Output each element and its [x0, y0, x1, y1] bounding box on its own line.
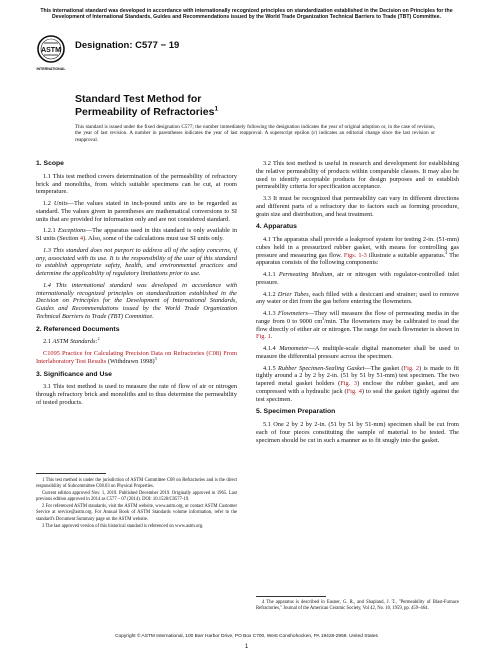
p2-1-lead: 2.1 [43, 338, 53, 346]
paragraph-5-1: 5.1 One 2 by 2 by 2-in. (51 by 51 by 51-mm) specimen shall be cut from each of four pieces constituting the sample of material to be tested. The specimen should be cut in such a manner as to fit snugly into the gasket. [256, 421, 459, 444]
logo-subtext: INTERNATIONAL [36, 67, 66, 71]
footnote-1-edition: Current edition approved Nov. 1, 2019. Published December 2019. Originally approved in 1965. Last previous edition approved in 2014 as C577 – 07 (2014). DOI: 10.1520/C0577-19. [36, 491, 237, 503]
p4-1-2-lead: 4.1.2 [263, 290, 278, 298]
footnotes-right [256, 600, 459, 612]
paragraph-3-2: 3.2 This test method is useful in research and development for establishing the relative permeability of products within comparable classes. It may also be used to identify acceptable products for design purposes and to establish permeability criteria for specification acceptance. [256, 160, 459, 191]
footnotes-left [36, 478, 237, 531]
astm-logo-icon [36, 34, 66, 74]
title-line-2: Permeability of Refractories [75, 105, 215, 118]
title-footnote-mark: 1 [214, 105, 219, 112]
p4-1-5-lead: 4.1.5 [263, 364, 279, 372]
figs-1-3-link[interactable]: Figs. 1-3 [343, 251, 367, 259]
fig-4-link[interactable]: Fig. 4 [346, 387, 362, 395]
footnote-3: 3 The last approved version of this historical standard is referenced on www.astm.org. [42, 523, 204, 529]
p4-1-sup: 4 [445, 249, 448, 255]
p4-1-5-c: ) enclose the rubber gasket, and are compressed with a hydraulic jack ( [256, 380, 459, 395]
right-column [256, 160, 459, 448]
paragraph-4-1-3 [256, 310, 459, 341]
paragraph-4-1 [256, 236, 459, 267]
c1095-tail: (Withdrawn 1998) [106, 357, 155, 365]
paragraph-1-2-1 [36, 227, 237, 243]
p4-1-3-em: Flowmeters [277, 310, 308, 317]
p1-2-lead: 1.2 [43, 200, 54, 207]
p4-1-4-lead: 4.1.4 [263, 345, 280, 352]
left-column [36, 160, 237, 411]
top-notice: This international standard was developed in accordance with internationally recognized principles on standardization established in the Decision on Principles for the Development of International Standards, Guides and Recommendations issued by the World Trade Organization Technical Barriers to Trade (TBT) Committee. [40, 8, 453, 21]
paragraph-3-3: 3.3 It must be recognized that permeability can vary in different directions and different parts of a refractory due to factors such as forming procedure, grain size and distribution, and heat treatment. [256, 195, 459, 218]
p1-2-1-lead: 1.2.1 [43, 227, 58, 235]
p1-2-rest: —The values stated in inch-pound units are to be regarded as standard. The values given in parentheses are mathematical conversions to SI units that are provided for information only and are not considered standard. [36, 200, 238, 223]
p4-1-5-b: ) is made to fit tightly around a 2 by 2 by 2-in. (51 by 51 by 51-mm) test specimen. The two tapered metal gasket holders ( [256, 364, 460, 387]
p4-1-2-em: Drier Tubes, [277, 290, 311, 298]
footnote-1: 1 This test method is under the jurisdiction of ASTM Committee C08 on Refractories and is the direct responsibility of Subcommittee C08.03 on Physical Properties. [36, 478, 237, 490]
paragraph-4-1-1 [256, 271, 459, 287]
footnote-divider [36, 473, 106, 474]
paragraph-4-1-2 [256, 291, 459, 307]
section-heading-significance: 3. Significance and Use [36, 370, 112, 378]
page-number: 1 [244, 644, 249, 650]
footnote-divider-right [256, 596, 326, 597]
reference-c1095 [36, 350, 237, 366]
c1095-link[interactable]: C1095 Practice for Calculating Precision Data on Refractories (C08) From Interlaboratory Test Results [36, 350, 237, 365]
p4-1-3-sup: 3 [322, 315, 325, 321]
p1-2-em: Units [53, 200, 68, 207]
section-heading-apparatus: 4. Apparatus [256, 223, 297, 231]
p1-2-1-rest-a: —The apparatus used in this standard is only available in SI units (Section [36, 227, 238, 242]
p2-1-em: ASTM Standards: [52, 338, 98, 346]
paragraph-4-1-5 [256, 365, 459, 404]
p2-1-sup: 2 [97, 336, 100, 342]
paragraph-1-1: 1.1 This test method covers determination of the permeability of refractory brick and monoliths, from which suitable specimens can be cut, at room temperature. [36, 172, 237, 196]
paragraph-1-3: 1.3 This standard does not purport to address all of the safety concerns, if any, associated with its use. It is the responsibility of the user of this standard to establish appropriate safety, health, and environmental practices and determine the applicability of regulatory limitations prior to use. [36, 246, 237, 277]
fig-3-link[interactable]: Fig. 3 [340, 380, 358, 387]
paragraph-2-1 [36, 338, 237, 346]
p4-1-3-end: . [270, 333, 273, 341]
p4-1-5-a: —The gasket ( [364, 364, 404, 372]
footnote-4: 4 The apparatus is described in Eusner, G. R., and Shapland, J. T., "Permeability of Blast-Furnace Refractories," Journal of the American Ceramic Society, Vol 42, No. 10, 1959, pp. 459–464. [256, 600, 459, 612]
section-4-link[interactable]: 4 [79, 235, 84, 242]
p1-2-1-em: Exceptions [57, 227, 86, 235]
p4-1-5-d: ) to seal the gasket tightly against the test specimen. [256, 387, 459, 403]
p4-1-1-rest: air or nitrogen with regulator-controlled inlet pressure. [256, 271, 459, 286]
p4-1-a: 4.1 The apparatus shall provide a leakproof system for testing 2-in. (51-mm) cubes held in a pressurized rubber gasket, with means for controlling gas pressure and measuring gas flow. [256, 236, 459, 259]
title-line-1: Standard Test Method for [75, 93, 202, 105]
p4-1-3-rest-b: /min. The flowmeters may be calibrated to read the flow directly of either air or nitrogen. The range for each flowmeter is shown in [256, 317, 459, 333]
p4-1-3-lead: 4.1.3 [263, 310, 278, 317]
issuance-note: This standard is issued under the fixed designation C577; the number immediately following the designation indicates the year of original adoption or, in the case of revision, the year of last revision. A number in parentheses indicates the year of last reapproval. A superscript epsilon (ε) indicates an editorial change since the last revision or reapproval. [75, 124, 435, 143]
section-heading-scope: 1. Scope [36, 160, 64, 167]
fig-1-link[interactable]: Fig. 1 [256, 333, 271, 341]
p4-1-1-em: Permeating Medium, [278, 271, 334, 278]
section-heading-referenced-documents: 2. Referenced Documents [36, 325, 120, 333]
fig-2-link[interactable]: Fig. 2 [403, 364, 420, 372]
p4-1-5-em: Rubber Specimen-Sealing Gasket [278, 364, 365, 372]
p4-1-4-em: Manometer [279, 345, 309, 352]
paragraph-1-2 [36, 200, 237, 223]
copyright-line: Copyright © ASTM International, 100 Barr Harbor Drive, PO Box C700, West Conshohocken, PA 19428-2959. United States [115, 634, 378, 639]
p4-1-2-rest: each filled with a desiccant and strainer; used to remove any water or dirt from the gas before entering the flowmeters. [256, 290, 460, 306]
document-title [75, 93, 435, 118]
section-heading-specimen-preparation: 5. Specimen Preparation [256, 408, 336, 416]
designation: Designation: C577 − 19 [75, 40, 180, 51]
p1-2-1-rest-b: ). Also, some of the calculations must use SI units only. [83, 235, 224, 242]
paragraph-3-1: 3.1 This test method is used to measure the rate of flow of air or nitrogen through refractory brick and monoliths and to thus determine the permeability of tested products. [36, 383, 237, 406]
p4-1-b: illustrate a suitable apparatus. [366, 251, 446, 259]
paragraph-4-1-4 [256, 345, 459, 361]
logo-text: ASTM [41, 47, 61, 54]
p4-1-4-rest: —A multiple-scale digital manometer shall be used to measure the differential pressure across the specimen. [256, 345, 460, 360]
p4-1-3-rest-a: —They will measure the flow of permeating media in the range from 0 to 9000 cm [256, 310, 459, 325]
footnote-2: 2 For referenced ASTM standards, visit the ASTM website, www.astm.org, or contact ASTM Customer Service at service@astm.org. For Annual Book of ASTM Standards volume information, refer to the standard's Document Summary page on the ASTM website. [36, 504, 237, 522]
c1095-sup: 3 [154, 355, 157, 361]
paragraph-1-4: 1.4 This international standard was developed in accordance with internationally recognized principles on standardization established in the Decision on Principles for the Development of International Standards, Guides and Recommendations issued by the World Trade Organization Technical Barriers to Trade (TBT) Committee. [36, 281, 237, 320]
p4-1-1-lead: 4.1.1 [263, 271, 279, 278]
p4-1-c: The apparatus consists of the following components: [256, 251, 459, 267]
